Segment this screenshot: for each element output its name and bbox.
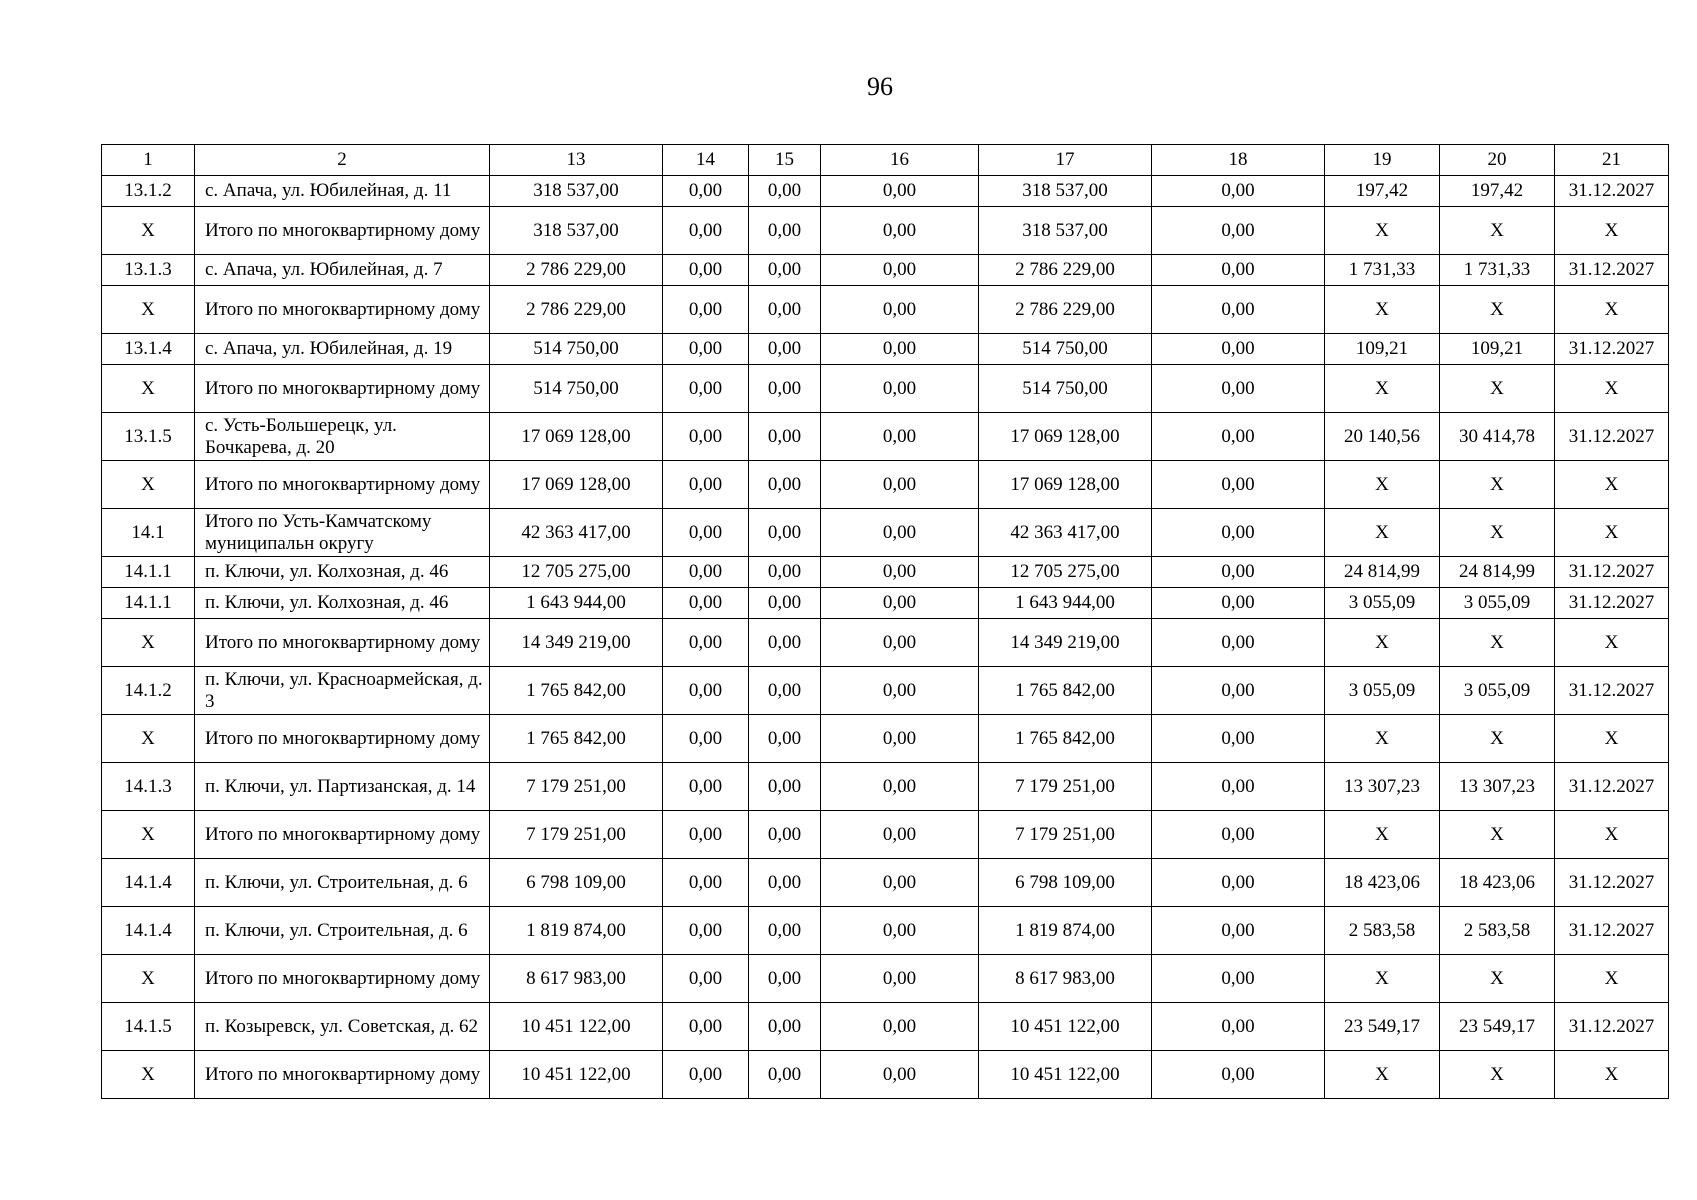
value-cell: 1 643 944,00	[979, 588, 1152, 619]
value-cell: 8 617 983,00	[490, 955, 663, 1003]
value-cell: 0,00	[1152, 715, 1325, 763]
value-cell: 0,00	[663, 509, 749, 557]
value-cell: 14 349 219,00	[490, 619, 663, 667]
address-cell: Итого по многоквартирному дому	[195, 207, 490, 255]
value-cell: 0,00	[749, 207, 821, 255]
column-header-18: 18	[1152, 145, 1325, 176]
column-header-14: 14	[663, 145, 749, 176]
value-cell: 0,00	[821, 557, 979, 588]
value-cell: 1 819 874,00	[490, 907, 663, 955]
value-cell: X	[1555, 286, 1669, 334]
value-cell: 8 617 983,00	[979, 955, 1152, 1003]
value-cell: 0,00	[663, 588, 749, 619]
value-cell: 0,00	[821, 588, 979, 619]
row-number-cell: 13.1.2	[102, 176, 195, 207]
value-cell: X	[1325, 286, 1440, 334]
table-row	[102, 1003, 1669, 1051]
value-cell: 0,00	[749, 1003, 821, 1051]
value-cell: 0,00	[749, 509, 821, 557]
value-cell: 0,00	[1152, 619, 1325, 667]
column-header-15: 15	[749, 145, 821, 176]
address-cell: п. Ключи, ул. Колхозная, д. 46	[195, 557, 490, 588]
value-cell: 0,00	[1152, 176, 1325, 207]
value-cell: 0,00	[663, 255, 749, 286]
value-cell: 0,00	[821, 859, 979, 907]
value-cell: 14 349 219,00	[979, 619, 1152, 667]
row-number-cell: 14.1.3	[102, 763, 195, 811]
table-row	[102, 413, 1669, 461]
value-cell: 10 451 122,00	[979, 1051, 1152, 1099]
value-cell: 42 363 417,00	[979, 509, 1152, 557]
value-cell: 0,00	[749, 619, 821, 667]
table-row	[102, 286, 1669, 334]
address-cell: с. Апача, ул. Юбилейная, д. 19	[195, 334, 490, 365]
value-cell: 0,00	[749, 588, 821, 619]
value-cell: 31.12.2027	[1555, 588, 1669, 619]
value-cell: X	[1555, 207, 1669, 255]
row-number-cell: 14.1.4	[102, 859, 195, 907]
value-cell: 0,00	[1152, 859, 1325, 907]
value-cell: 0,00	[749, 763, 821, 811]
address-cell: Итого по многоквартирному дому	[195, 1051, 490, 1099]
value-cell: 0,00	[1152, 588, 1325, 619]
value-cell: 3 055,09	[1440, 667, 1555, 715]
value-cell: 0,00	[663, 859, 749, 907]
value-cell: X	[1440, 207, 1555, 255]
value-cell: 7 179 251,00	[490, 763, 663, 811]
value-cell: 7 179 251,00	[490, 811, 663, 859]
value-cell: 514 750,00	[490, 365, 663, 413]
value-cell: X	[1555, 461, 1669, 509]
value-cell: 318 537,00	[979, 207, 1152, 255]
table-row	[102, 365, 1669, 413]
table-row	[102, 619, 1669, 667]
row-number-cell: 14.1.5	[102, 1003, 195, 1051]
table-row	[102, 859, 1669, 907]
value-cell: X	[1440, 365, 1555, 413]
value-cell: 318 537,00	[490, 207, 663, 255]
table-row	[102, 763, 1669, 811]
table-row	[102, 667, 1669, 715]
value-cell: 109,21	[1325, 334, 1440, 365]
value-cell: 514 750,00	[979, 334, 1152, 365]
value-cell: X	[1325, 619, 1440, 667]
row-number-cell: X	[102, 461, 195, 509]
value-cell: 10 451 122,00	[979, 1003, 1152, 1051]
value-cell: 0,00	[821, 286, 979, 334]
value-cell: 0,00	[663, 207, 749, 255]
value-cell: 0,00	[1152, 955, 1325, 1003]
row-number-cell: X	[102, 1051, 195, 1099]
value-cell: X	[1325, 811, 1440, 859]
row-number-cell: 13.1.5	[102, 413, 195, 461]
value-cell: 0,00	[1152, 207, 1325, 255]
value-cell: 23 549,17	[1440, 1003, 1555, 1051]
row-number-cell: X	[102, 619, 195, 667]
value-cell: 0,00	[821, 715, 979, 763]
column-header-20: 20	[1440, 145, 1555, 176]
value-cell: X	[1555, 1051, 1669, 1099]
value-cell: 0,00	[821, 461, 979, 509]
value-cell: 0,00	[749, 811, 821, 859]
value-cell: 0,00	[821, 907, 979, 955]
value-cell: X	[1440, 461, 1555, 509]
value-cell: 2 786 229,00	[490, 286, 663, 334]
value-cell: 24 814,99	[1440, 557, 1555, 588]
value-cell: 514 750,00	[490, 334, 663, 365]
value-cell: 18 423,06	[1440, 859, 1555, 907]
value-cell: 42 363 417,00	[490, 509, 663, 557]
row-number-cell: 14.1.4	[102, 907, 195, 955]
value-cell: 0,00	[821, 763, 979, 811]
value-cell: X	[1555, 811, 1669, 859]
value-cell: 0,00	[749, 413, 821, 461]
value-cell: X	[1555, 365, 1669, 413]
value-cell: 17 069 128,00	[490, 461, 663, 509]
value-cell: 0,00	[663, 715, 749, 763]
table-row	[102, 557, 1669, 588]
address-cell: с. Усть-Большерецк, ул. Бочкарева, д. 20	[195, 413, 490, 461]
value-cell: 109,21	[1440, 334, 1555, 365]
value-cell: 0,00	[663, 811, 749, 859]
value-cell: 20 140,56	[1325, 413, 1440, 461]
table-row	[102, 334, 1669, 365]
address-cell: Итого по многоквартирному дому	[195, 286, 490, 334]
value-cell: 0,00	[749, 334, 821, 365]
value-cell: 0,00	[663, 557, 749, 588]
value-cell: 0,00	[749, 557, 821, 588]
table-row	[102, 588, 1669, 619]
row-number-cell: X	[102, 365, 195, 413]
value-cell: X	[1325, 461, 1440, 509]
column-header-13: 13	[490, 145, 663, 176]
page-number: 96	[867, 72, 893, 101]
address-cell: с. Апача, ул. Юбилейная, д. 7	[195, 255, 490, 286]
row-number-cell: 14.1.1	[102, 557, 195, 588]
value-cell: 31.12.2027	[1555, 255, 1669, 286]
value-cell: 31.12.2027	[1555, 334, 1669, 365]
value-cell: 0,00	[663, 334, 749, 365]
column-header-21: 21	[1555, 145, 1669, 176]
value-cell: 0,00	[821, 955, 979, 1003]
value-cell: 0,00	[663, 667, 749, 715]
table-row	[102, 461, 1669, 509]
value-cell: X	[1440, 619, 1555, 667]
value-cell: 13 307,23	[1440, 763, 1555, 811]
value-cell: 0,00	[1152, 509, 1325, 557]
value-cell: 0,00	[1152, 667, 1325, 715]
address-cell: Итого по многоквартирному дому	[195, 365, 490, 413]
value-cell: 2 583,58	[1325, 907, 1440, 955]
column-header-2: 2	[195, 145, 490, 176]
value-cell: 514 750,00	[979, 365, 1152, 413]
address-cell: п. Козыревск, ул. Советская, д. 62	[195, 1003, 490, 1051]
value-cell: 12 705 275,00	[979, 557, 1152, 588]
value-cell: X	[1555, 509, 1669, 557]
value-cell: 1 765 842,00	[979, 667, 1152, 715]
address-cell: Итого по многоквартирному дому	[195, 955, 490, 1003]
value-cell: 0,00	[1152, 1051, 1325, 1099]
address-cell: Итого по многоквартирному дому	[195, 461, 490, 509]
value-cell: 31.12.2027	[1555, 413, 1669, 461]
value-cell: 2 583,58	[1440, 907, 1555, 955]
value-cell: X	[1440, 811, 1555, 859]
value-cell: 23 549,17	[1325, 1003, 1440, 1051]
value-cell: 2 786 229,00	[979, 255, 1152, 286]
value-cell: 17 069 128,00	[490, 413, 663, 461]
value-cell: 0,00	[749, 286, 821, 334]
value-cell: 31.12.2027	[1555, 1003, 1669, 1051]
value-cell: 13 307,23	[1325, 763, 1440, 811]
value-cell: 0,00	[749, 667, 821, 715]
value-cell: 0,00	[663, 413, 749, 461]
value-cell: 0,00	[749, 955, 821, 1003]
table-row	[102, 255, 1669, 286]
table-row	[102, 509, 1669, 557]
value-cell: 31.12.2027	[1555, 907, 1669, 955]
value-cell: 0,00	[1152, 286, 1325, 334]
row-number-cell: 14.1.1	[102, 588, 195, 619]
value-cell: 31.12.2027	[1555, 763, 1669, 811]
value-cell: 0,00	[1152, 255, 1325, 286]
value-cell: 0,00	[663, 1051, 749, 1099]
value-cell: 6 798 109,00	[490, 859, 663, 907]
value-cell: X	[1325, 509, 1440, 557]
value-cell: 17 069 128,00	[979, 461, 1152, 509]
value-cell: X	[1325, 1051, 1440, 1099]
value-cell: 3 055,09	[1440, 588, 1555, 619]
row-number-cell: X	[102, 207, 195, 255]
value-cell: 31.12.2027	[1555, 859, 1669, 907]
value-cell: 0,00	[1152, 461, 1325, 509]
value-cell: 0,00	[749, 255, 821, 286]
value-cell: 10 451 122,00	[490, 1051, 663, 1099]
table-row	[102, 811, 1669, 859]
value-cell: X	[1325, 365, 1440, 413]
value-cell: 0,00	[1152, 811, 1325, 859]
value-cell: 0,00	[1152, 365, 1325, 413]
value-cell: 0,00	[749, 365, 821, 413]
value-cell: 0,00	[821, 365, 979, 413]
table-row	[102, 1051, 1669, 1099]
address-cell: п. Ключи, ул. Строительная, д. 6	[195, 859, 490, 907]
row-number-cell: 14.1.2	[102, 667, 195, 715]
value-cell: 3 055,09	[1325, 667, 1440, 715]
column-header-1: 1	[102, 145, 195, 176]
address-cell: Итого по многоквартирному дому	[195, 811, 490, 859]
value-cell: 1 819 874,00	[979, 907, 1152, 955]
value-cell: 6 798 109,00	[979, 859, 1152, 907]
value-cell: 0,00	[663, 763, 749, 811]
address-cell: п. Ключи, ул. Строительная, д. 6	[195, 907, 490, 955]
value-cell: 0,00	[663, 286, 749, 334]
value-cell: 18 423,06	[1325, 859, 1440, 907]
value-cell: 0,00	[821, 509, 979, 557]
value-cell: 0,00	[749, 176, 821, 207]
value-cell: 24 814,99	[1325, 557, 1440, 588]
value-cell: 0,00	[1152, 334, 1325, 365]
value-cell: X	[1325, 955, 1440, 1003]
value-cell: 0,00	[663, 907, 749, 955]
row-number-cell: 13.1.3	[102, 255, 195, 286]
value-cell: 0,00	[1152, 557, 1325, 588]
value-cell: X	[1440, 1051, 1555, 1099]
column-header-19: 19	[1325, 145, 1440, 176]
repair-budget-table	[101, 144, 1669, 1099]
value-cell: X	[1440, 286, 1555, 334]
value-cell: 197,42	[1325, 176, 1440, 207]
value-cell: 0,00	[821, 1003, 979, 1051]
value-cell: 0,00	[663, 365, 749, 413]
value-cell: X	[1555, 715, 1669, 763]
value-cell: 0,00	[749, 1051, 821, 1099]
value-cell: 30 414,78	[1440, 413, 1555, 461]
value-cell: 0,00	[821, 255, 979, 286]
table-row	[102, 207, 1669, 255]
table-row	[102, 955, 1669, 1003]
value-cell: 0,00	[663, 619, 749, 667]
value-cell: 0,00	[749, 461, 821, 509]
value-cell: 7 179 251,00	[979, 811, 1152, 859]
value-cell: 1 765 842,00	[490, 667, 663, 715]
value-cell: 0,00	[749, 715, 821, 763]
value-cell: 10 451 122,00	[490, 1003, 663, 1051]
address-cell: п. Ключи, ул. Колхозная, д. 46	[195, 588, 490, 619]
value-cell: 0,00	[821, 207, 979, 255]
value-cell: 0,00	[1152, 413, 1325, 461]
value-cell: 2 786 229,00	[490, 255, 663, 286]
value-cell: 1 731,33	[1440, 255, 1555, 286]
value-cell: 0,00	[1152, 1003, 1325, 1051]
value-cell: 0,00	[821, 619, 979, 667]
value-cell: 0,00	[821, 413, 979, 461]
value-cell: 0,00	[663, 461, 749, 509]
table-body	[102, 176, 1669, 1099]
value-cell: 31.12.2027	[1555, 557, 1669, 588]
value-cell: 197,42	[1440, 176, 1555, 207]
column-header-17: 17	[979, 145, 1152, 176]
value-cell: 3 055,09	[1325, 588, 1440, 619]
value-cell: 1 765 842,00	[490, 715, 663, 763]
table-row	[102, 907, 1669, 955]
address-cell: Итого по Усть-Камчатскому муниципальн округу	[195, 509, 490, 557]
value-cell: 0,00	[749, 859, 821, 907]
value-cell: 318 537,00	[490, 176, 663, 207]
value-cell: X	[1325, 715, 1440, 763]
value-cell: X	[1440, 509, 1555, 557]
value-cell: X	[1440, 715, 1555, 763]
value-cell: X	[1555, 955, 1669, 1003]
value-cell: 31.12.2027	[1555, 176, 1669, 207]
value-cell: 31.12.2027	[1555, 667, 1669, 715]
row-number-cell: X	[102, 286, 195, 334]
row-number-cell: X	[102, 715, 195, 763]
value-cell: 7 179 251,00	[979, 763, 1152, 811]
value-cell: 0,00	[821, 1051, 979, 1099]
address-cell: Итого по многоквартирному дому	[195, 619, 490, 667]
value-cell: 2 786 229,00	[979, 286, 1152, 334]
table-row	[102, 715, 1669, 763]
value-cell: 0,00	[821, 667, 979, 715]
value-cell: X	[1555, 619, 1669, 667]
value-cell: 0,00	[1152, 763, 1325, 811]
value-cell: 1 643 944,00	[490, 588, 663, 619]
value-cell: 0,00	[821, 176, 979, 207]
value-cell: 0,00	[663, 176, 749, 207]
address-cell: Итого по многоквартирному дому	[195, 715, 490, 763]
row-number-cell: 14.1	[102, 509, 195, 557]
value-cell: 0,00	[821, 811, 979, 859]
address-cell: п. Ключи, ул. Партизанская, д. 14	[195, 763, 490, 811]
value-cell: 318 537,00	[979, 176, 1152, 207]
value-cell: 0,00	[663, 955, 749, 1003]
value-cell: X	[1440, 955, 1555, 1003]
value-cell: 1 765 842,00	[979, 715, 1152, 763]
value-cell: 1 731,33	[1325, 255, 1440, 286]
row-number-cell: 13.1.4	[102, 334, 195, 365]
value-cell: X	[1325, 207, 1440, 255]
value-cell: 0,00	[1152, 907, 1325, 955]
value-cell: 12 705 275,00	[490, 557, 663, 588]
value-cell: 0,00	[663, 1003, 749, 1051]
value-cell: 0,00	[821, 334, 979, 365]
value-cell: 17 069 128,00	[979, 413, 1152, 461]
column-header-16: 16	[821, 145, 979, 176]
row-number-cell: X	[102, 955, 195, 1003]
address-cell: с. Апача, ул. Юбилейная, д. 11	[195, 176, 490, 207]
row-number-cell: X	[102, 811, 195, 859]
header-row	[102, 145, 1669, 176]
table-header	[102, 145, 1669, 176]
address-cell: п. Ключи, ул. Красноармейская, д. 3	[195, 667, 490, 715]
value-cell: 0,00	[749, 907, 821, 955]
table-row	[102, 176, 1669, 207]
